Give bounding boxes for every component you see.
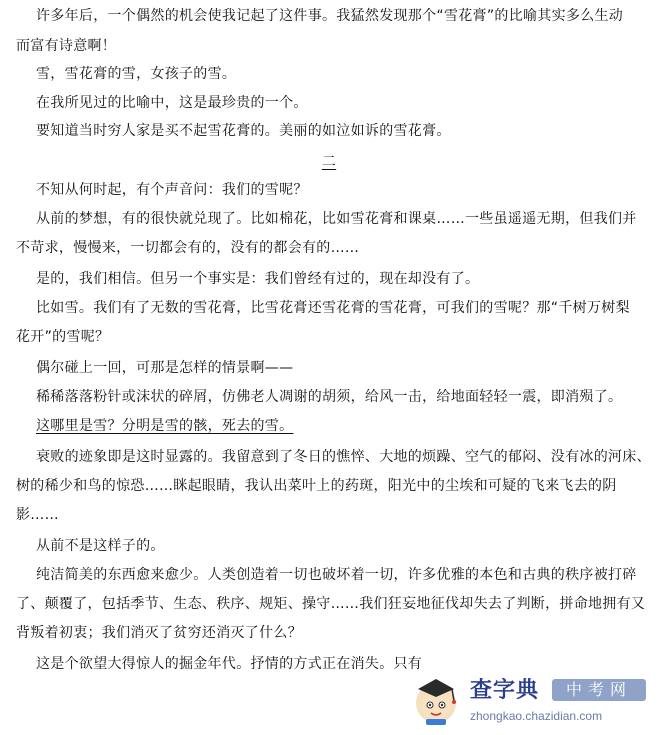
- watermark-brand-name: 查字典: [470, 677, 540, 703]
- text-line: 纯洁简美的东西愈来愈少。人类创造着一切也破坏着一切，许多优雅的本色和古典的秩序被打碎: [36, 567, 637, 583]
- underlined-line: 这哪里是雪？分明是雪的骸，死去的雪。: [36, 418, 294, 434]
- text-line: 从前不是这样子的。: [36, 538, 165, 554]
- text-line: 是的，我们相信。但另一个事实是：我们曾经有过的，现在却没有了。: [36, 271, 480, 287]
- section-heading: 二: [321, 154, 337, 170]
- text-line: 花开”的雪呢？: [16, 329, 110, 345]
- watermark-brand: [470, 677, 648, 703]
- text-line: 这是个欲望大得惊人的掘金年代。抒情的方式正在消失。只有: [36, 656, 423, 672]
- text-line: 偶尔碰上一回，可那是怎样的情景啊——: [36, 360, 294, 376]
- text-line: 雪，雪花膏的雪，女孩子的雪。: [36, 66, 237, 82]
- text-line: 衰败的迹象即是这时显露的。我留意到了冬日的憔悴、大地的烦躁、空气的郁闷、没有冰的河床、: [36, 449, 651, 465]
- text-line: 树的稀少和鸟的惊恐……眯起眼睛，我认出菜叶上的药斑，阳光中的尘埃和可疑的飞来飞去的阴: [16, 478, 617, 494]
- mascot-logo-icon: [408, 673, 464, 729]
- text-line: 要知道当时穷人家是买不起雪花膏的。美丽的如泣如诉的雪花膏。: [36, 123, 451, 139]
- text-line: 不知从何时起，有个声音问：我们的雪呢？: [36, 182, 308, 198]
- text-line: 在我所见过的比喻中，这是最珍贵的一个。: [36, 95, 308, 111]
- text-line: 不苛求，慢慢来，一切都会有的，没有的都会有的……: [16, 240, 360, 256]
- text-line: 而富有诗意啊！: [16, 38, 117, 54]
- site-watermark: [408, 673, 648, 729]
- text-line: 影……: [16, 507, 59, 523]
- text-line: 了、颠覆了，包括季节、生态、秩序、规矩、操守……我们狂妄地征伐却失去了判断，拼命地拥有又: [16, 596, 646, 612]
- text-line: 背叛着初衷；我们消灭了贫穷还消灭了什么？: [16, 625, 302, 641]
- text-line: 许多年后，一个偶然的机会使我记起了这件事。我猛然发现那个“雪花膏”的比喻其实多么生动: [36, 8, 624, 24]
- watermark-url: zhongkao.chazidian.com: [470, 709, 603, 723]
- text-line: 稀稀落落粉针或沫状的碎屑，仿佛老人凋谢的胡须，给风一击，给地面轻轻一震，即消殒了。: [36, 389, 623, 405]
- text-line: 比如雪。我们有了无数的雪花膏，比雪花膏还雪花膏的雪花膏，可我们的雪呢？那“千树万树梨: [36, 300, 630, 316]
- watermark-brand-tag: 中考网: [552, 679, 646, 701]
- text-line: 从前的梦想，有的很快就兑现了。比如棉花，比如雪花膏和课桌……一些虽遥遥无期，但我们并: [36, 211, 637, 227]
